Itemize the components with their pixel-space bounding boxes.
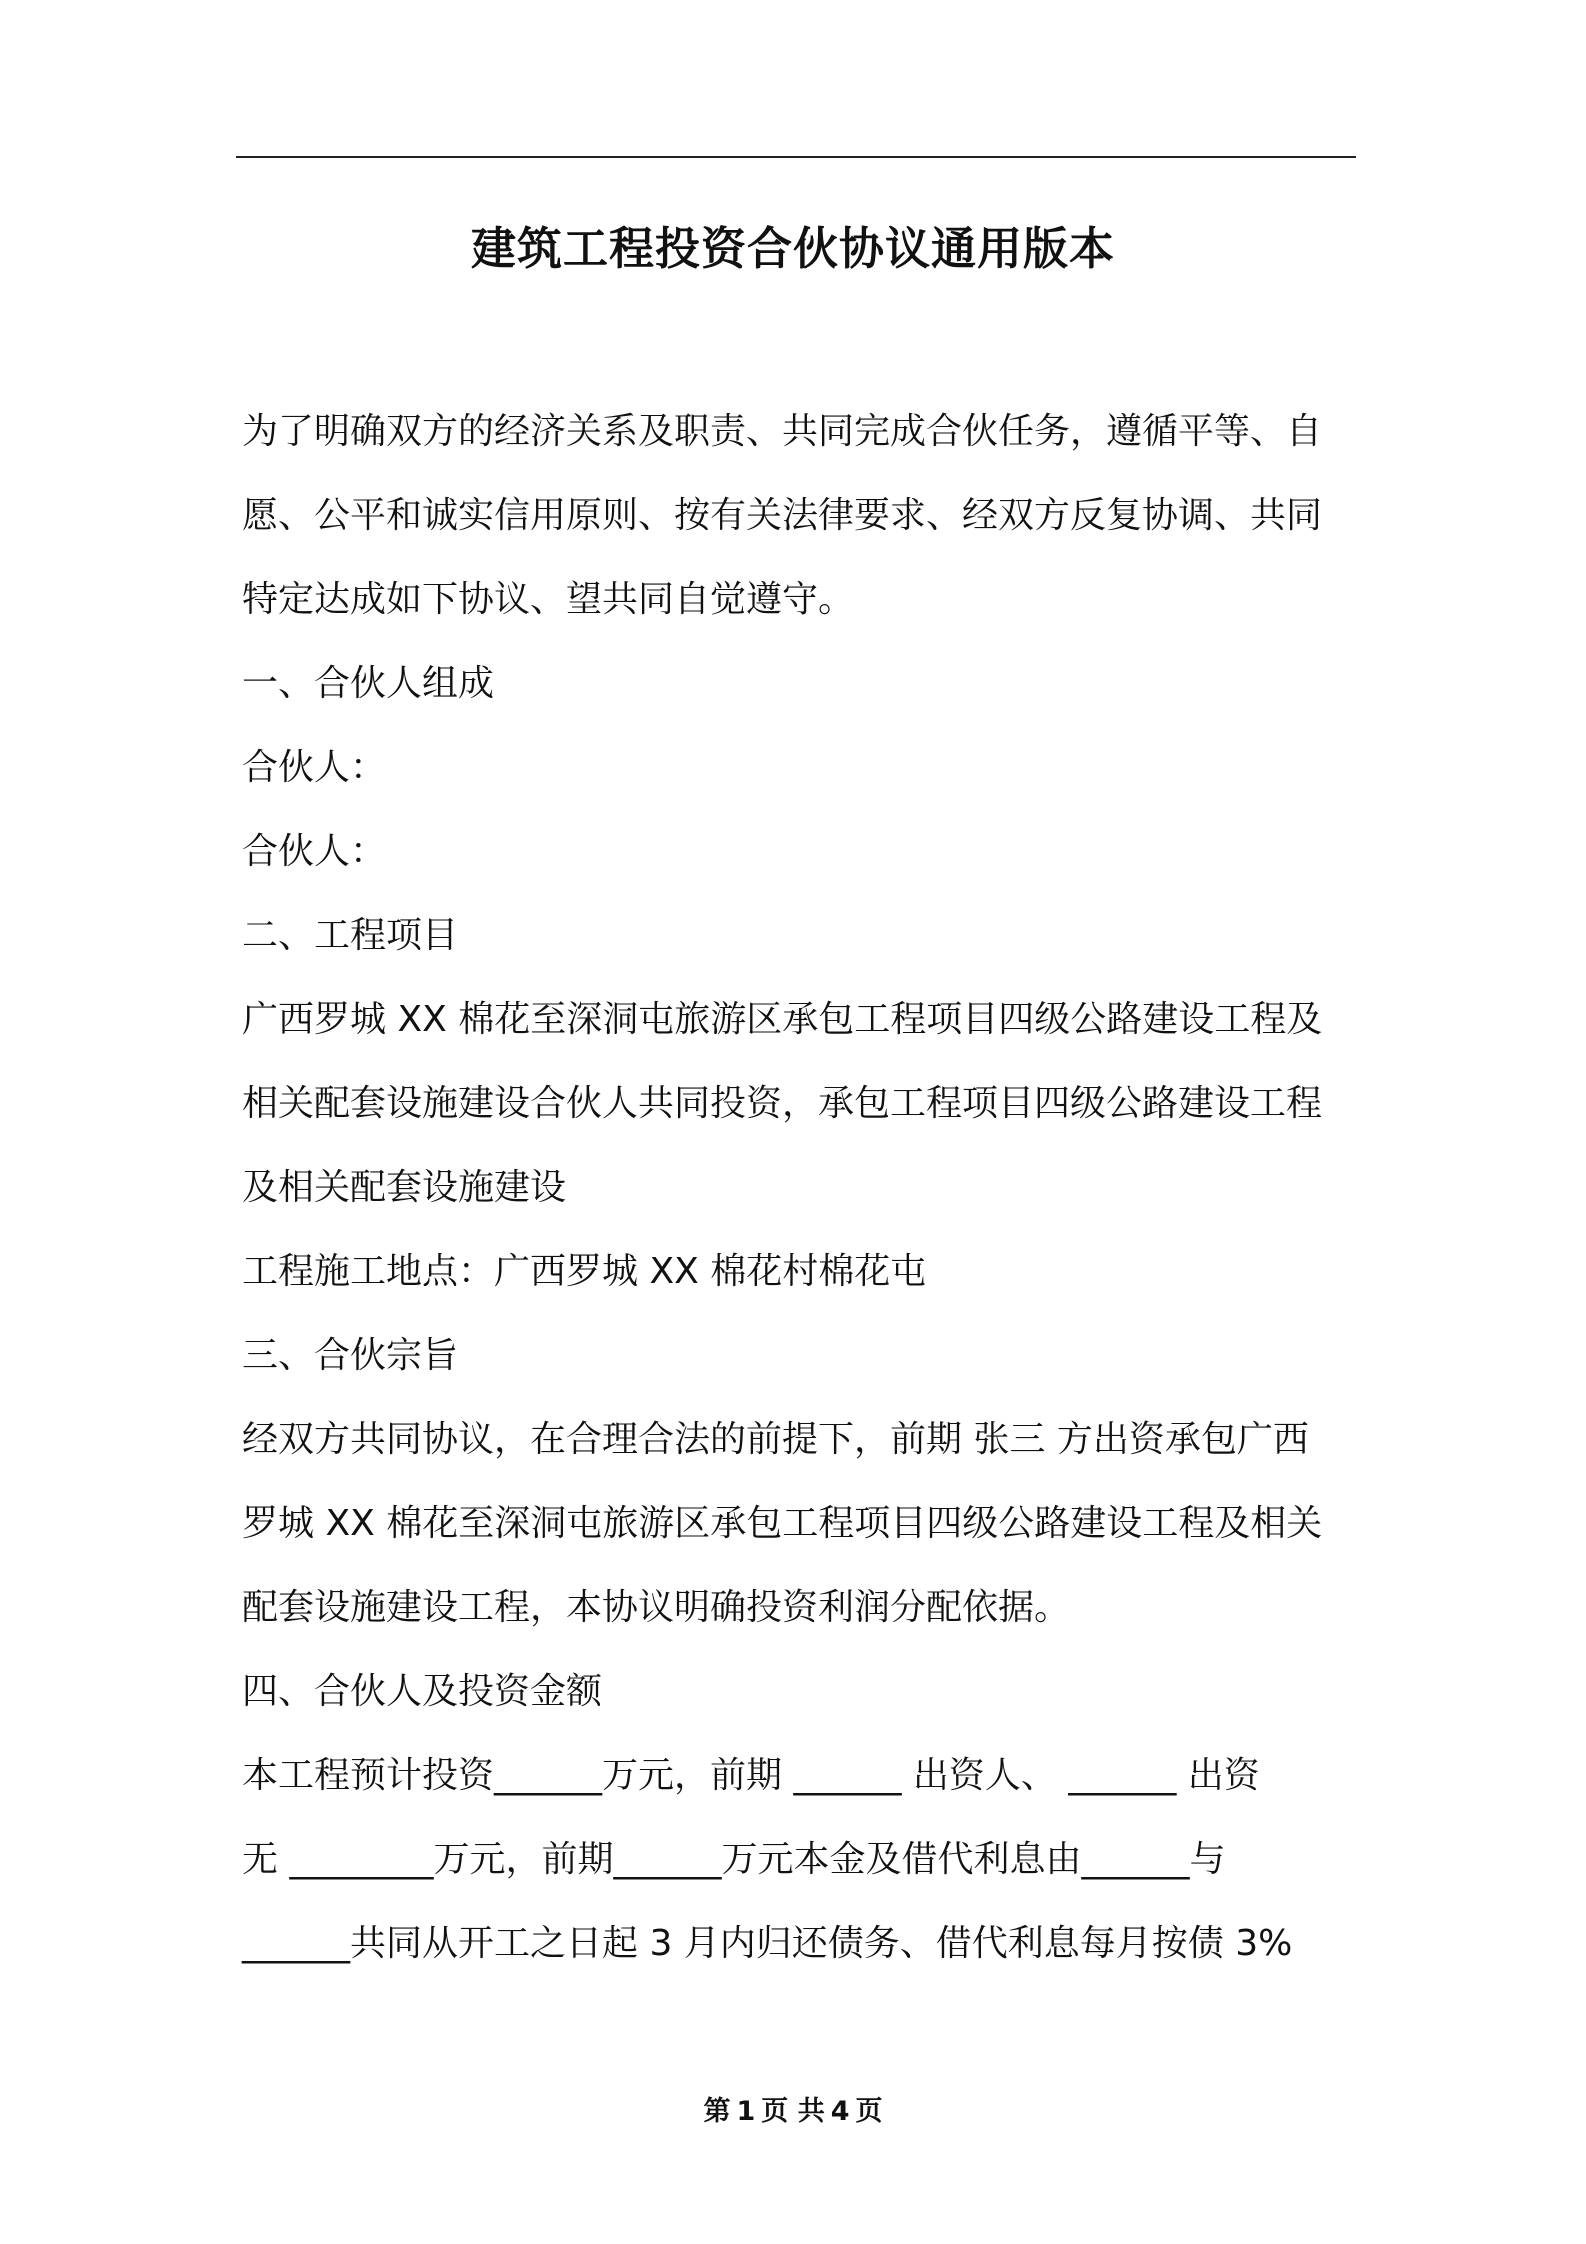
body-line: 工程施工地点：广西罗城 XX 棉花村棉花屯: [242, 1251, 927, 1292]
body-line: 本工程预计投资______万元，前期 ______ 出资人、 ______ 出资: [242, 1755, 1260, 1796]
page-mid: 页 共: [761, 2096, 825, 2127]
body-line: 及相关配套设施建设: [242, 1167, 567, 1208]
body-line: 罗城 XX 棉花至深洞屯旅游区承包工程项目四级公路建设工程及相关: [242, 1503, 1323, 1544]
page-number: 1: [736, 2096, 756, 2127]
page-footer: [0, 2092, 1586, 2132]
body-line: 合伙人：: [242, 831, 387, 872]
total-pages: 4: [830, 2096, 850, 2127]
body-line: 无 ________万元，前期______万元本金及借代利息由______与: [242, 1839, 1226, 1880]
section-heading: 一、合伙人组成: [242, 663, 495, 704]
body-line: 广西罗城 XX 棉花至深洞屯旅游区承包工程项目四级公路建设工程及: [242, 999, 1323, 1040]
body-line: 相关配套设施建设合伙人共同投资，承包工程项目四级公路建设工程: [242, 1083, 1323, 1124]
header-rule: [236, 156, 1356, 158]
body-line: ______共同从开工之日起 3 月内归还债务、借代利息每月按债 3%: [242, 1923, 1293, 1964]
body-line: 合伙人：: [242, 747, 387, 788]
body-line: 为了明确双方的经济关系及职责、共同完成合伙任务，遵循平等、自: [242, 411, 1323, 452]
body-line: 经双方共同协议，在合理合法的前提下，前期 张三 方出资承包广西: [242, 1419, 1309, 1460]
document-title: 建筑工程投资合伙协议通用版本: [470, 222, 1115, 275]
section-heading: 二、工程项目: [242, 915, 459, 956]
section-heading: 三、合伙宗旨: [242, 1335, 459, 1376]
body-line: 愿、公平和诚实信用原则、按有关法律要求、经双方反复协调、共同: [242, 495, 1323, 536]
page-suffix: 页: [855, 2096, 883, 2127]
section-heading: 四、合伙人及投资金额: [242, 1671, 603, 1712]
page-prefix: 第: [703, 2096, 731, 2127]
body-line: 特定达成如下协议、望共同自觉遵守。: [242, 579, 855, 620]
body-line: 配套设施建设工程，本协议明确投资利润分配依据。: [242, 1587, 1071, 1628]
